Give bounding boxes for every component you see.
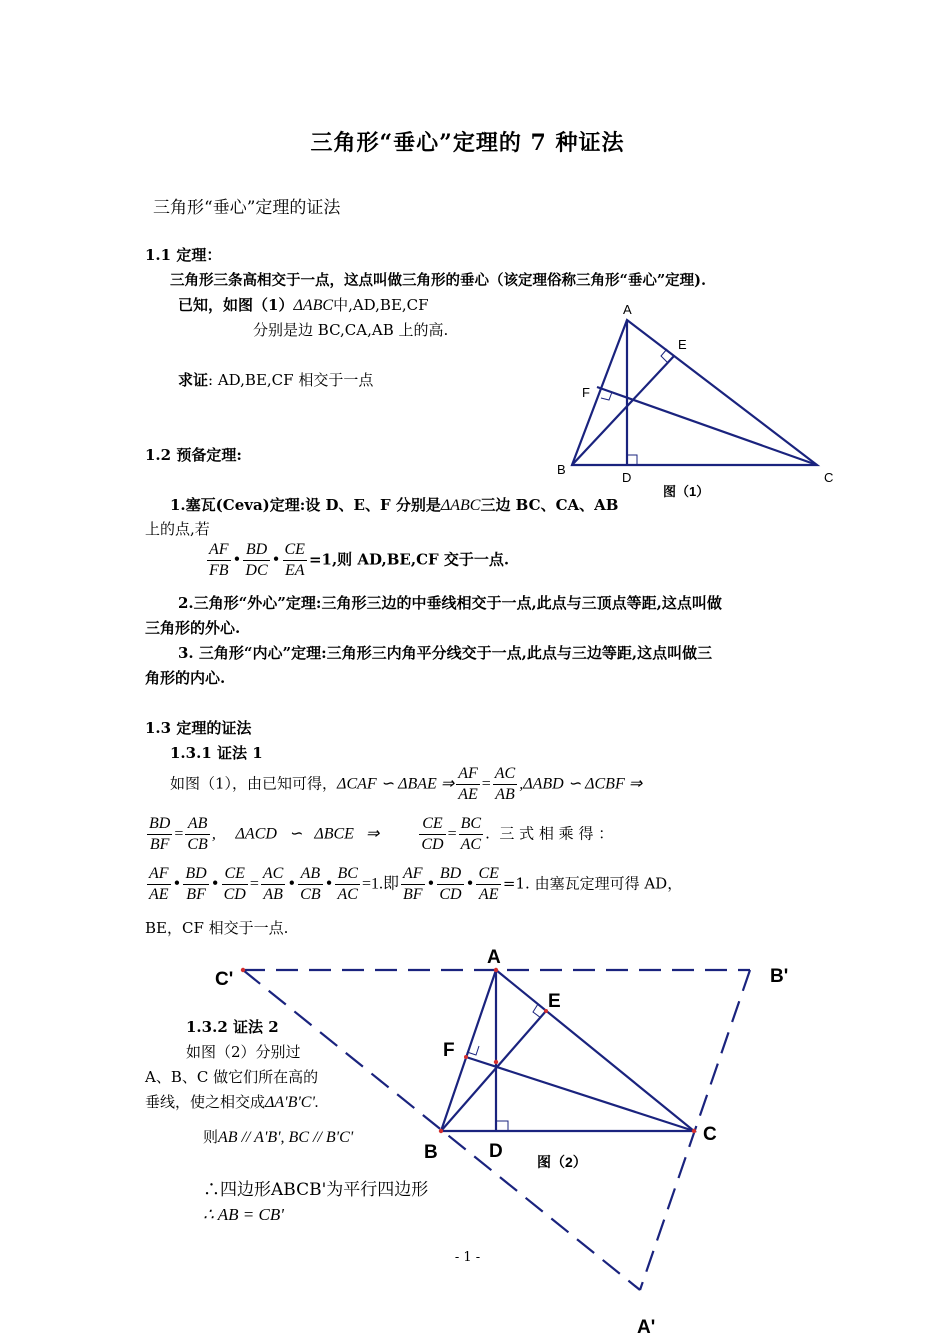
method-1-line-3: $\frac{AF}{AE}$ • $\frac{BD}{BF}$ • $\frac{CE}{CD}$ = $\frac{AC}{AB}$ • $\frac{AB}{CB}$ • $\frac{BC}{AC}$ =1.即 $\frac{AF}{BF}$ • $\frac{BD}{CD}$ • $\frac{CE}{AE}$ =1. 由塞瓦定理可得 AD，	[149, 865, 683, 903]
fig2-label-e: E	[548, 991, 561, 1012]
method-2-heading: 1.3.2 证法 2	[186, 1018, 279, 1036]
fig2-point-f	[464, 1055, 468, 1059]
fig2-label-d: D	[489, 1141, 503, 1162]
fig2-right-angle-d	[496, 1121, 508, 1131]
fig2-point-a	[494, 968, 498, 972]
fig1-label-f: F	[582, 385, 590, 400]
fig1-label-d: D	[622, 470, 632, 485]
circumcenter-line-2: 三角形的外心.	[145, 619, 241, 637]
fig2-triangle	[441, 970, 694, 1131]
method-1-line-1: 如图（1），由已知可得，ΔCAF ∽ ΔBAE ⇒ $\frac{AF}{AE}$ = $\frac{AC}{AB}$ ,ΔABD ∽ ΔCBF ⇒	[170, 765, 643, 803]
fig1-caption: 图（1）	[663, 484, 710, 499]
section-subtitle: 三角形“垂心”定理的证法	[153, 198, 341, 218]
fig1-label-c: C	[824, 470, 834, 485]
method-2-line-1: 如图（2）分别过	[186, 1043, 301, 1061]
fig2-label-a: A	[487, 947, 501, 968]
method-2-line-5: ∴四边形ABCB'为平行四边形	[203, 1180, 429, 1200]
ceva-formula: $\frac{AF}{FB}$ • $\frac{BD}{DC}$ • $\frac{CE}{EA}$ =1,则 AD,BE,CF 交于一点.	[209, 541, 510, 579]
fig2-point-orthocenter	[494, 1060, 498, 1064]
ceva-line-1: 1.塞瓦(Ceva)定理:设 D、E、F 分别是ΔABC三边 BC、CA、AB	[170, 496, 619, 514]
method-2-line-4: 则AB // A'B', BC // B'C'	[203, 1128, 354, 1146]
method-1-heading: 1.3.1 证法 1	[170, 744, 263, 762]
fig2-label-b-prime: B'	[770, 966, 789, 987]
fig1-label-b: B	[557, 462, 566, 477]
fig2-label-c: C	[703, 1124, 717, 1145]
incenter-line-1: 3. 三角形“内心”定理:三角形三内角平分线交于一点,此点与三边等距,这点叫做三	[178, 644, 713, 662]
incenter-line-2: 角形的内心.	[145, 669, 226, 687]
ceva-line-2: 上的点,若	[145, 520, 210, 538]
fig1-right-angle-d	[627, 455, 637, 465]
heading-1-3: 1.3 定理的证法	[145, 719, 252, 737]
fig2-altitude-be	[441, 1011, 546, 1131]
theorem-statement: 三角形三条高相交于一点，这点叫做三角形的垂心（该定理俗称三角形“垂心”定理).	[170, 272, 707, 289]
fig1-triangle	[572, 320, 817, 465]
page-title: 三角形“垂心”定理的 7 种证法	[310, 130, 625, 156]
fig2-label-f: F	[443, 1040, 455, 1061]
fig2-altitude-cf	[466, 1057, 694, 1131]
method-1-line-2: $\frac{BD}{BF}$ = $\frac{AB}{CB}$ , ΔACD ∽ ΔBCE ⇒ $\frac{CE}{CD}$ = $\frac{BC}{AC}$ . 三 式 相 乘 得 ：	[149, 815, 614, 853]
method-2-line-2: A、B、C 做它们所在高的	[145, 1068, 319, 1086]
fig2-label-b: B	[424, 1142, 438, 1163]
fig2-label-a-prime: A'	[637, 1317, 656, 1338]
heading-1-2: 1.2 预备定理:	[145, 446, 242, 464]
method-2-line-6: ∴ AB = CB'	[203, 1205, 284, 1224]
fig1-label-e: E	[678, 337, 687, 352]
fig2-point-b	[439, 1129, 443, 1133]
fig2-point-c2	[241, 968, 245, 972]
heading-1-1: 1.1 定理：	[145, 246, 222, 264]
fig1-label-a: A	[623, 302, 632, 317]
given-line-1: 已知，如图（1）ΔABC中,AD,BE,CF	[178, 296, 429, 314]
fig2-label-c-prime: C'	[215, 969, 234, 990]
fig1-altitude-cf	[597, 387, 817, 465]
prove-statement: 求证: AD,BE,CF 相交于一点	[178, 371, 374, 389]
method-2-line-3: 垂线，使之相交成ΔA'B'C'.	[145, 1093, 319, 1111]
page-number: - 1 -	[454, 1250, 481, 1265]
circumcenter-line-1: 2.三角形“外心”定理:三角形三边的中垂线相交于一点,此点与三顶点等距,这点叫做	[178, 594, 722, 612]
method-1-line-4: BE，CF 相交于一点.	[145, 919, 289, 937]
given-line-2: 分别是边 BC,CA,AB 上的高.	[253, 321, 449, 339]
fig2-point-c	[692, 1129, 696, 1133]
fig1-right-angle-f	[601, 392, 612, 400]
fig1-altitude-be	[572, 356, 674, 465]
fig2-caption: 图（2）	[537, 1154, 587, 1170]
